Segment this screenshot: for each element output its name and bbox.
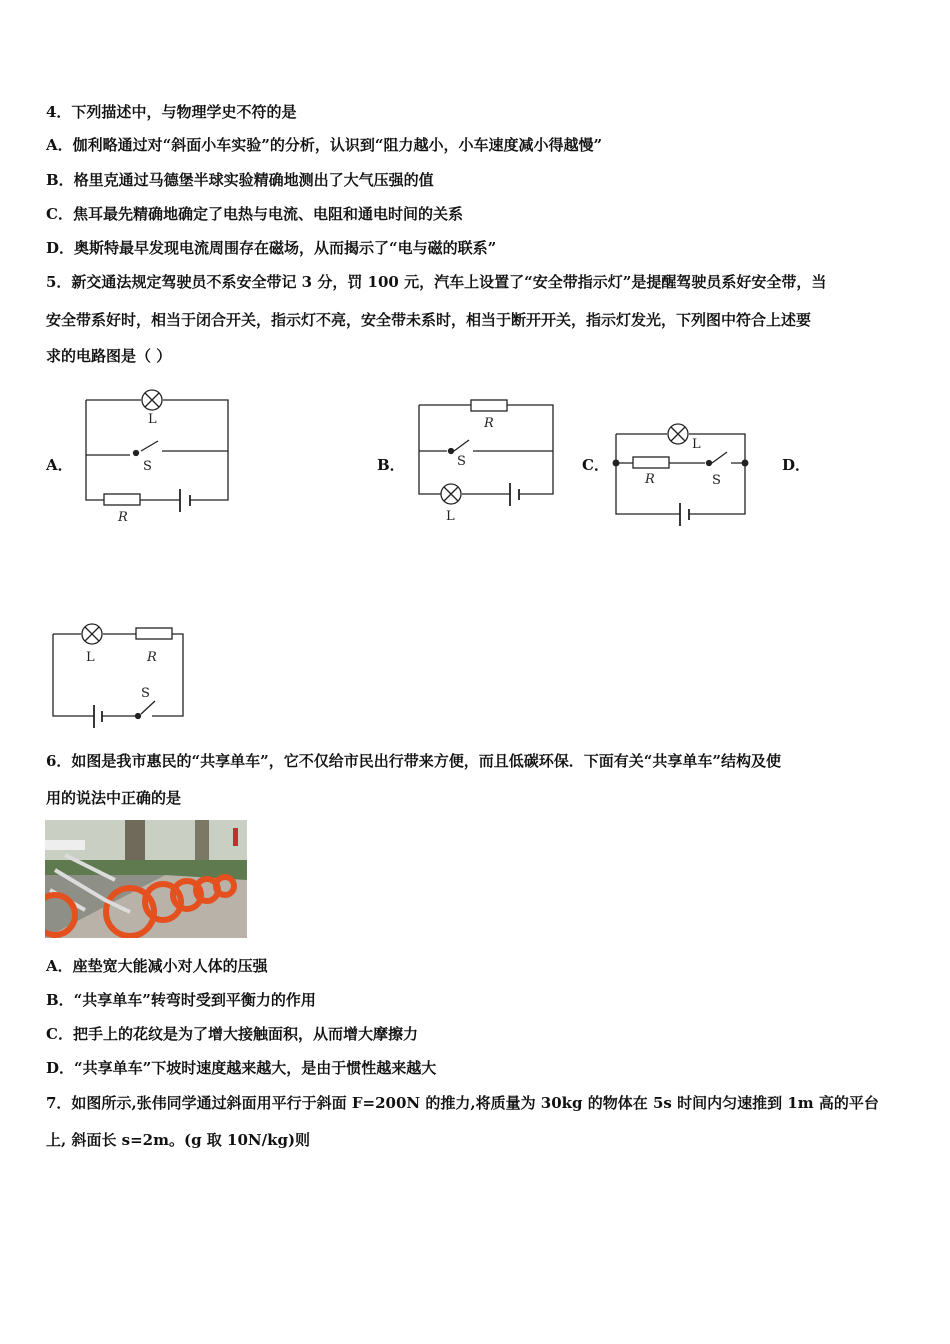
q5-option-a-label: A． <box>46 456 73 474</box>
q4-option-a: A．伽利略通过对“斜面小车实验”的分析，认识到“阻力越小，小车速度减小得越慢” <box>46 136 603 154</box>
circuit-b-switch-label: S <box>457 454 466 469</box>
circuit-b-resistor-label: R <box>484 416 494 431</box>
q6-stem-line2: 用的说法中正确的是 <box>46 789 182 807</box>
resistor-icon <box>104 494 140 505</box>
lamp-icon <box>142 390 162 410</box>
q4-option-c: C．焦耳最先精确地确定了电热与电流、电阻和通电时间的关系 <box>46 205 463 223</box>
q5-stem-line3: 求的电路图是（ ） <box>46 347 172 365</box>
shared-bike-photo <box>45 820 247 938</box>
q6-option-a: A．座垫宽大能减小对人体的压强 <box>46 957 268 975</box>
lamp-icon <box>668 424 688 444</box>
q7-stem-line1: 7．如图所示,张伟同学通过斜面用平行于斜面 F=200N 的推力,将质量为 30kg 的物体在 5s 时间内匀速推到 1m 高的平台 <box>46 1094 879 1112</box>
q5-stem-line1: 5．新交通法规定驾驶员不系安全带记 3 分，罚 100 元，汽车上设置了“安全带指示灯”是提醒驾驶员系好安全带，当 <box>46 273 827 291</box>
lamp-icon <box>82 624 102 644</box>
q6-option-c: C．把手上的花纹是为了增大接触面积，从而增大摩擦力 <box>46 1025 418 1043</box>
circuit-a-resistor-label: R <box>118 510 128 525</box>
circuit-c <box>613 424 748 526</box>
resistor-icon <box>633 457 669 468</box>
q6-stem-line1: 6．如图是我市惠民的“共享单车”，它不仅给市民出行带来方便，而且低碳环保．下面有关“共享单车”结构及使 <box>46 752 781 770</box>
circuit-c-resistor-label: R <box>645 472 655 487</box>
circuit-d-switch-label: S <box>141 686 150 701</box>
q7-stem-line2: 上, 斜面长 s=2m。(g 取 10N/kg)则 <box>46 1131 311 1149</box>
q4-option-d: D．奥斯特最早发现电流周围存在磁场，从而揭示了“电与磁的联系” <box>46 239 497 257</box>
circuit-a-switch-label: S <box>143 459 152 474</box>
resistor-icon <box>471 400 507 411</box>
q5-option-d-label: D． <box>782 456 811 474</box>
circuit-a <box>86 390 228 512</box>
circuit-d <box>53 624 183 728</box>
q4-option-b: B．格里克通过马德堡半球实验精确地测出了大气压强的值 <box>46 171 434 189</box>
resistor-icon <box>136 628 172 639</box>
q6-option-d: D．“共享单车”下坡时速度越来越大，是由于惯性越来越大 <box>46 1059 437 1077</box>
q4-stem: 4．下列描述中，与物理学史不符的是 <box>46 103 297 121</box>
q5-option-b-label: B． <box>377 456 405 474</box>
q5-option-c-label: C． <box>582 456 609 474</box>
q5-stem-line2: 安全带系好时，相当于闭合开关，指示灯不亮，安全带未系时，相当于断开开关，指示灯发光，下列图中符合上述要 <box>46 311 812 329</box>
circuit-d-lamp-label: L <box>86 650 95 665</box>
circuit-d-resistor-label: R <box>147 650 157 665</box>
circuit-c-lamp-label: L <box>692 437 701 452</box>
q6-option-b: B．“共享单车”转弯时受到平衡力的作用 <box>46 991 316 1009</box>
circuit-a-lamp-label: L <box>148 412 157 427</box>
lamp-icon <box>441 484 461 504</box>
circuit-b-lamp-label: L <box>446 509 455 524</box>
circuit-b <box>419 400 553 506</box>
circuit-c-switch-label: S <box>712 473 721 488</box>
